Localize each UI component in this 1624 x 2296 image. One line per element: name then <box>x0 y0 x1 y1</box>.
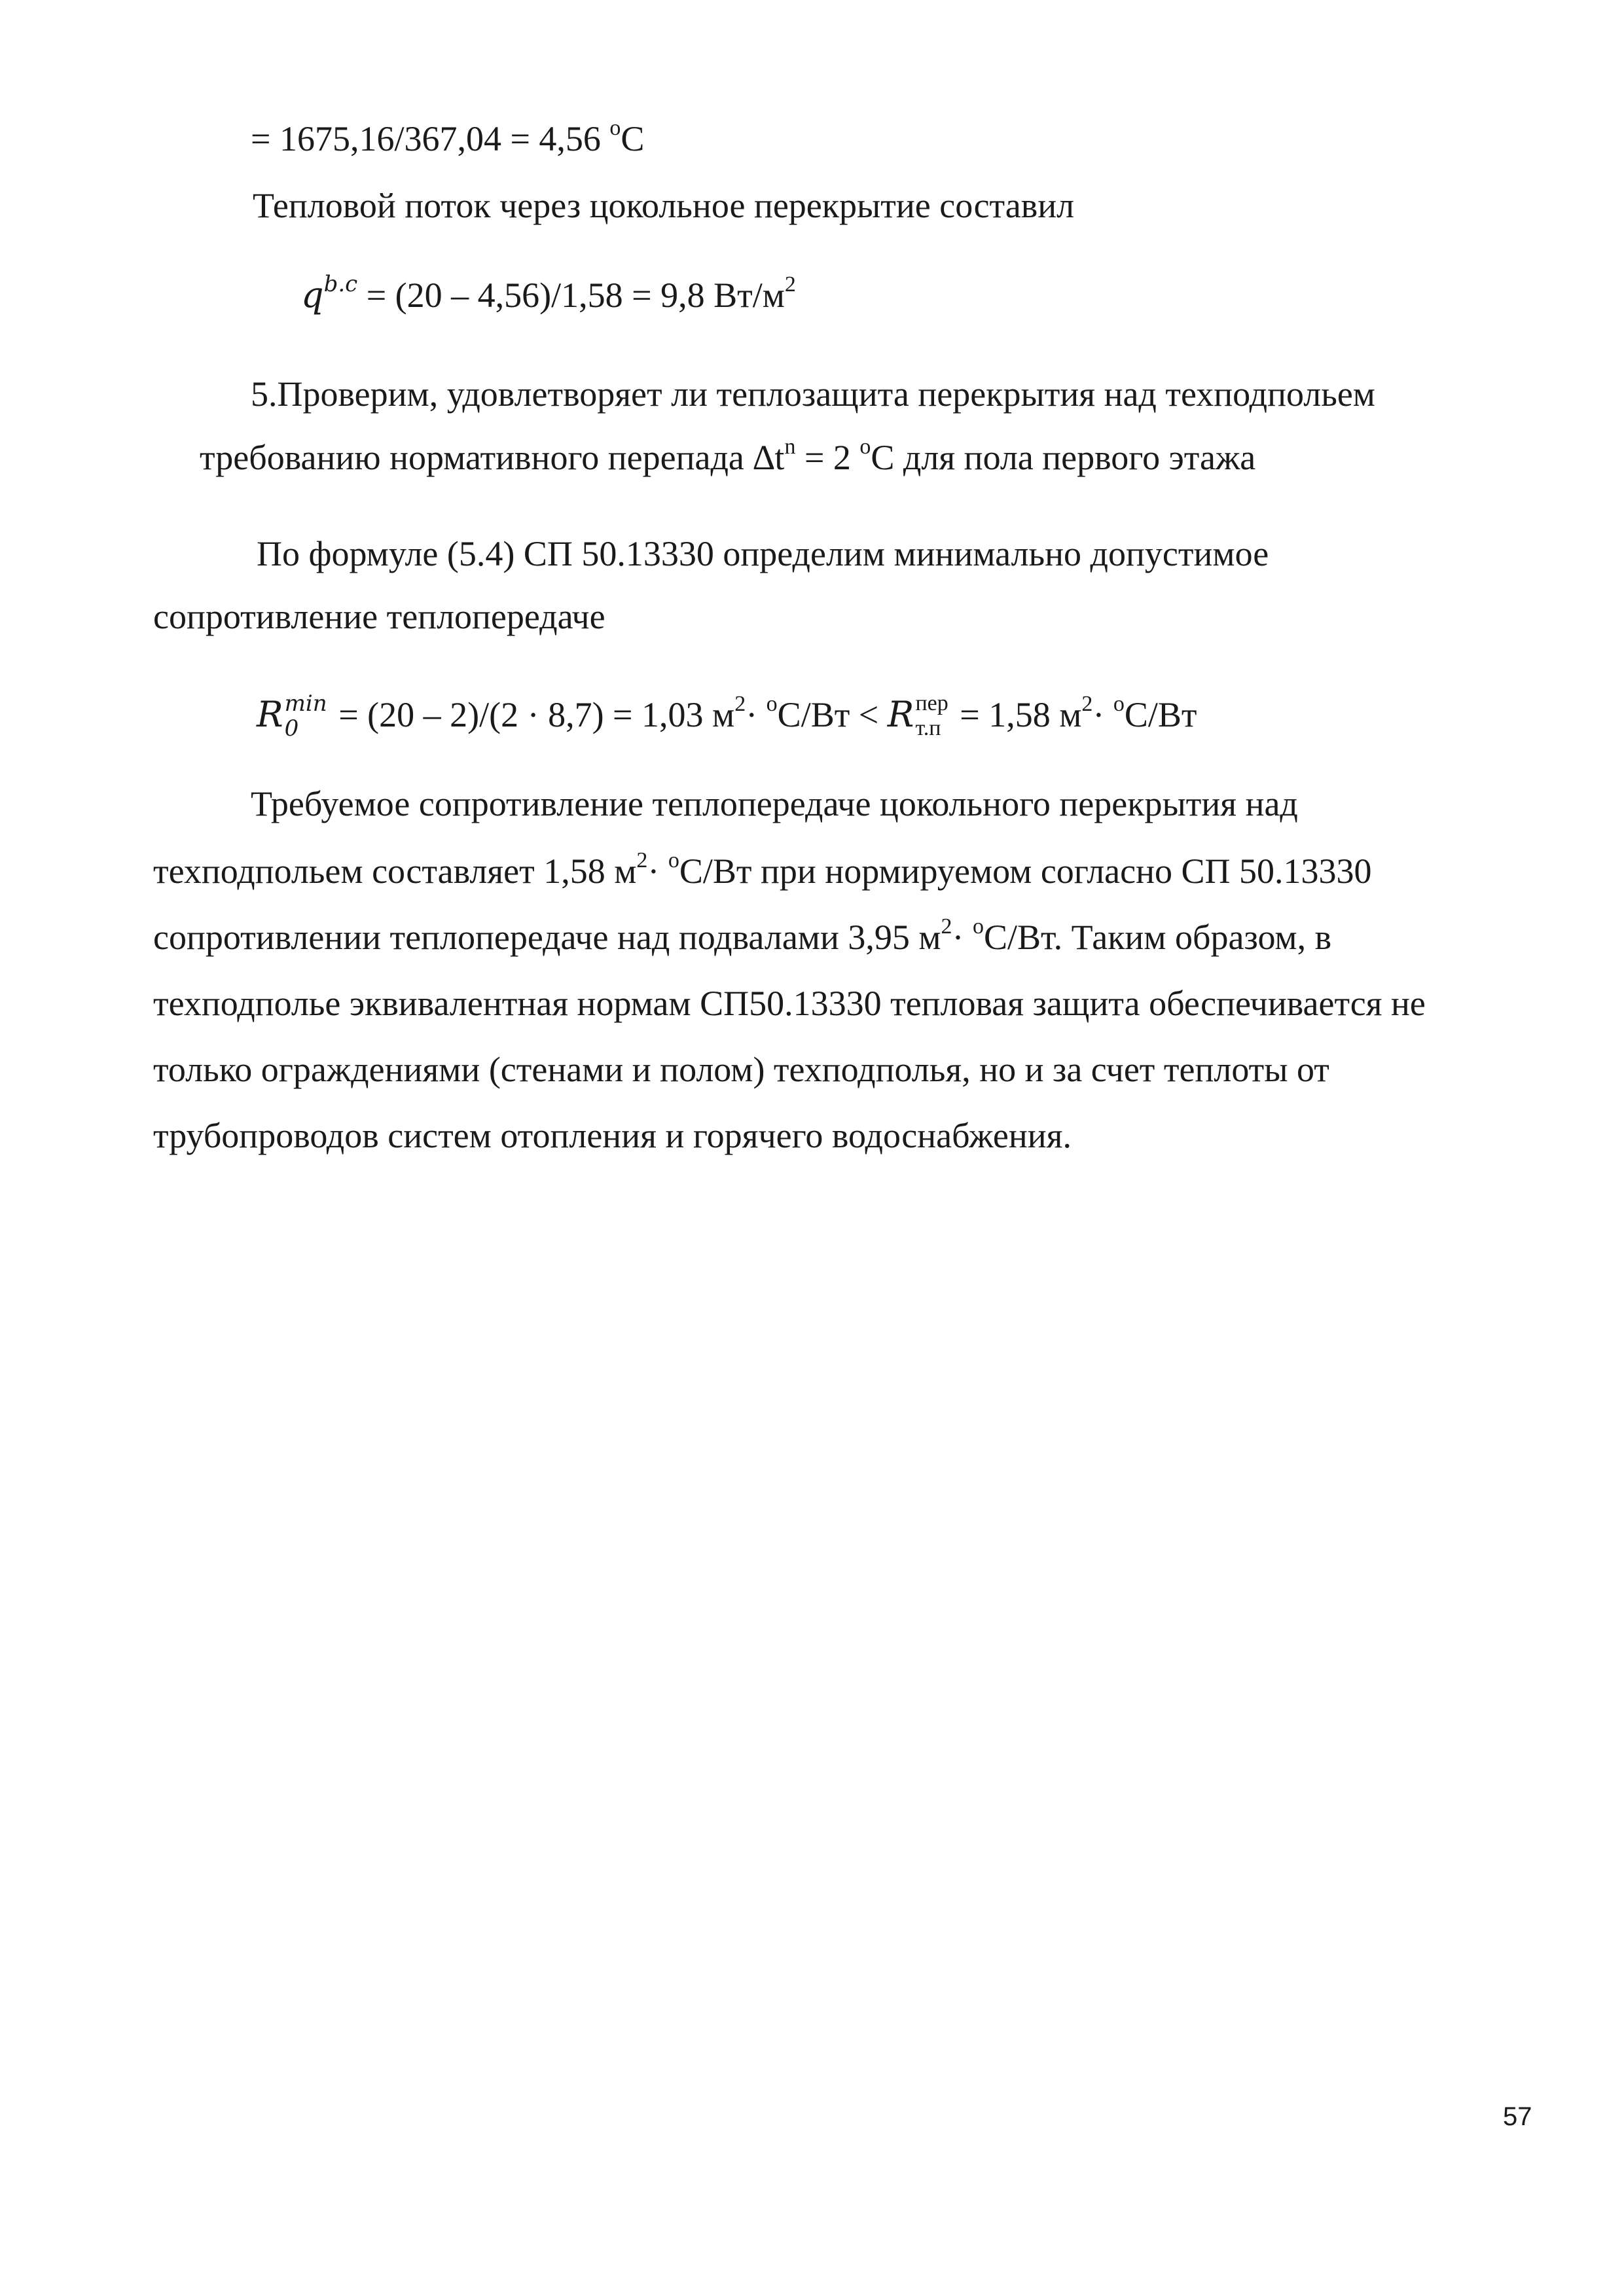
conclusion-text-a: техподпольем составляет 1,58 м <box>153 852 637 891</box>
degree-mark: о <box>766 692 778 716</box>
exponent: 2 <box>941 914 952 939</box>
conclusion-line-2 <box>153 848 1372 895</box>
conclusion-text-a: сопротивлении теплопередаче над подвалами 3,95 м <box>153 918 941 957</box>
formula-r-expression: = (20 – 2)/(2 · 8,7) = 1,03 м <box>329 695 735 734</box>
formula-q <box>301 272 796 319</box>
item-5-text-a: требованию нормативного перепада ∆t <box>200 438 785 477</box>
formula-r2-symbol: R <box>887 694 914 735</box>
item-5-superscript: n <box>784 435 796 459</box>
formula-r-exponent: 2 <box>734 692 746 716</box>
formula-q-expression: = (20 – 4,56)/1,58 = 9,8 Вт/м <box>357 276 785 315</box>
formula-q-symbol: q <box>301 274 324 315</box>
degree-mark: о <box>973 914 984 939</box>
formula-r2-subscript: т.п <box>915 715 941 740</box>
result-line <box>251 115 644 162</box>
formula-r-unit: С/Вт < <box>777 695 888 734</box>
degree-mark: о <box>859 435 871 459</box>
unit-text: С <box>621 119 645 158</box>
conclusion-line-3 <box>153 914 1331 961</box>
degree-mark: о <box>1113 692 1125 716</box>
formula-r-subscript: 0 <box>284 715 299 742</box>
item-5-text-b: = 2 <box>795 438 860 477</box>
formula-r2-unit: С/Вт <box>1124 695 1197 734</box>
formula-r2-exponent: 2 <box>1081 692 1093 716</box>
item-5-text-c: С для пола первого этажа <box>871 438 1256 477</box>
formula-q-superscript: b.c <box>323 271 358 297</box>
exponent: 2 <box>636 848 648 872</box>
item-5-line-1: 5.Проверим, удовлетворяет ли теплозащита перекрытия над техподпольем <box>251 374 1375 414</box>
formula-q-exponent: 2 <box>784 272 796 296</box>
degree-mark: о <box>668 848 679 872</box>
dot: · <box>647 852 668 891</box>
conclusion-line-6: трубопроводов систем отопления и горячего водоснабжения. <box>153 1116 1072 1155</box>
formula-r2-expression: = 1,58 м <box>950 695 1082 734</box>
formula-r-symbol: R <box>257 694 283 735</box>
page-number: 57 <box>1503 2102 1532 2131</box>
formula-r-dot: · <box>746 695 767 734</box>
conclusion-text-b: С/Вт. Таким образом, в <box>984 918 1332 957</box>
conclusion-line-5: только ограждениями (стенами и полом) техподполья, но и за счет теплоты от <box>153 1050 1329 1089</box>
result-text: = 1675,16/367,04 = 4,56 <box>251 119 610 158</box>
item-5-line-2 <box>200 434 1255 481</box>
formula-reference-line-2: сопротивление теплопередаче <box>153 597 605 636</box>
formula-r-superscript: min <box>284 690 327 717</box>
degree-mark: о <box>609 116 621 140</box>
conclusion-line-1: Требуемое сопротивление теплопередаче цокольного перекрытия над <box>251 784 1298 823</box>
conclusion-text-b: С/Вт при нормируемом согласно СП 50.13330 <box>679 852 1372 891</box>
formula-r <box>257 691 1197 741</box>
formula-r2-dot: · <box>1092 695 1113 734</box>
formula-reference-line-1: По формуле (5.4) СП 50.13330 определим минимально допустимое <box>257 534 1269 573</box>
heat-flow-heading: Тепловой поток через цокольное перекрытие составил <box>253 186 1075 225</box>
formula-r2-superscript: пер <box>915 691 948 715</box>
conclusion-line-4: техподполье эквивалентная нормам СП50.13330 тепловая защита обеспечивается не <box>153 984 1426 1023</box>
dot: · <box>952 918 973 957</box>
